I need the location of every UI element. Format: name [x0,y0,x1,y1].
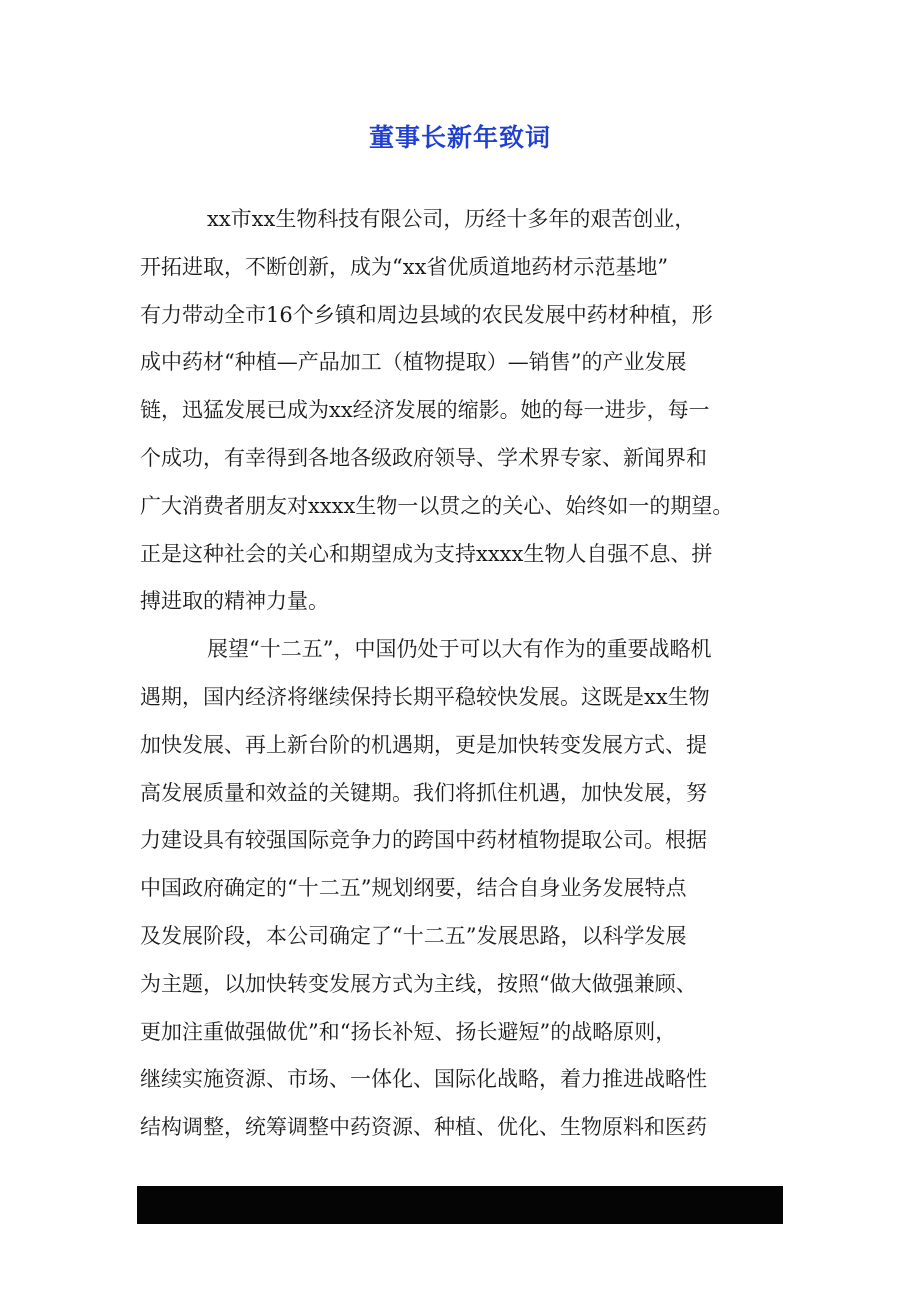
paragraph-2-line: 遇期，国内经济将继续保持长期平稳较快发展。这既是xx生物 [140,684,710,709]
page-footer [137,1186,783,1244]
paragraph-2-line: 继续实施资源、市场、一体化、国际化战略，着力推进战略性 [140,1067,707,1092]
paragraph-2-line: 更加注重做强做优”和“扬长补短、扬长避短”的战略原则， [140,1019,677,1044]
paragraph-1-line: 个成功，有幸得到各地各级政府领导、学术界专家、新闻界和 [140,445,707,470]
page-number-text: 第 1 页 / 总页数 2 页 [376,1224,566,1244]
paragraph-1-line: 成中药材“种植—产品加工（植物提取）—销售”的产业发展 [140,350,687,375]
paragraph-1-line: 有力带动全市16个乡镇和周边县域的农民发展中药材种植，形 [140,302,713,327]
paragraph-1-line: 广大消费者朋友对xxxx生物一以贯之的关心、始终如一的期望。 [140,493,734,518]
paragraph-1-line: 链，迅猛发展已成为xx经济发展的缩影。她的每一进步，每一 [140,398,710,423]
paragraph-2-line: 展望“十二五”，中国仍处于可以大有作为的重要战略机 [207,637,712,662]
document-title: 董事长新年致词 [368,123,551,152]
paragraph-1-line: 开拓进取，不断创新，成为“xx省优质道地药材示范基地” [140,254,669,279]
document-body [140,196,780,1152]
paragraph-2-line: 及发展阶段，本公司确定了“十二五”发展思路，以科学发展 [140,923,687,948]
paragraph-2-line: 中国政府确定的“十二五”规划纲要，结合自身业务发展特点 [140,876,687,901]
paragraph-1-line: 正是这种社会的关心和期望成为支持xxxx生物人自强不息、拼 [140,541,713,566]
paragraph-1-line: 搏进取的精神力量。 [140,589,329,614]
paragraph-2-line: 高发展质量和效益的关键期。我们将抓住机遇，加快发展，努 [140,780,707,805]
paragraph-2-line: 加快发展、再上新台阶的机遇期，更是加快转变发展方式、提 [140,732,707,757]
paragraph-2-line: 力建设具有较强国际竞争力的跨国中药材植物提取公司。根据 [140,828,707,853]
paragraph-2-line: 结构调整，统筹调整中药资源、种植、优化、生物原料和医药 [140,1115,707,1140]
paragraph-1-line: xx市xx生物科技有限公司，历经十多年的艰苦创业， [207,207,696,231]
paragraph-2-line: 为主题，以加快转变发展方式为主线，按照“做大做强兼顾、 [140,971,697,996]
